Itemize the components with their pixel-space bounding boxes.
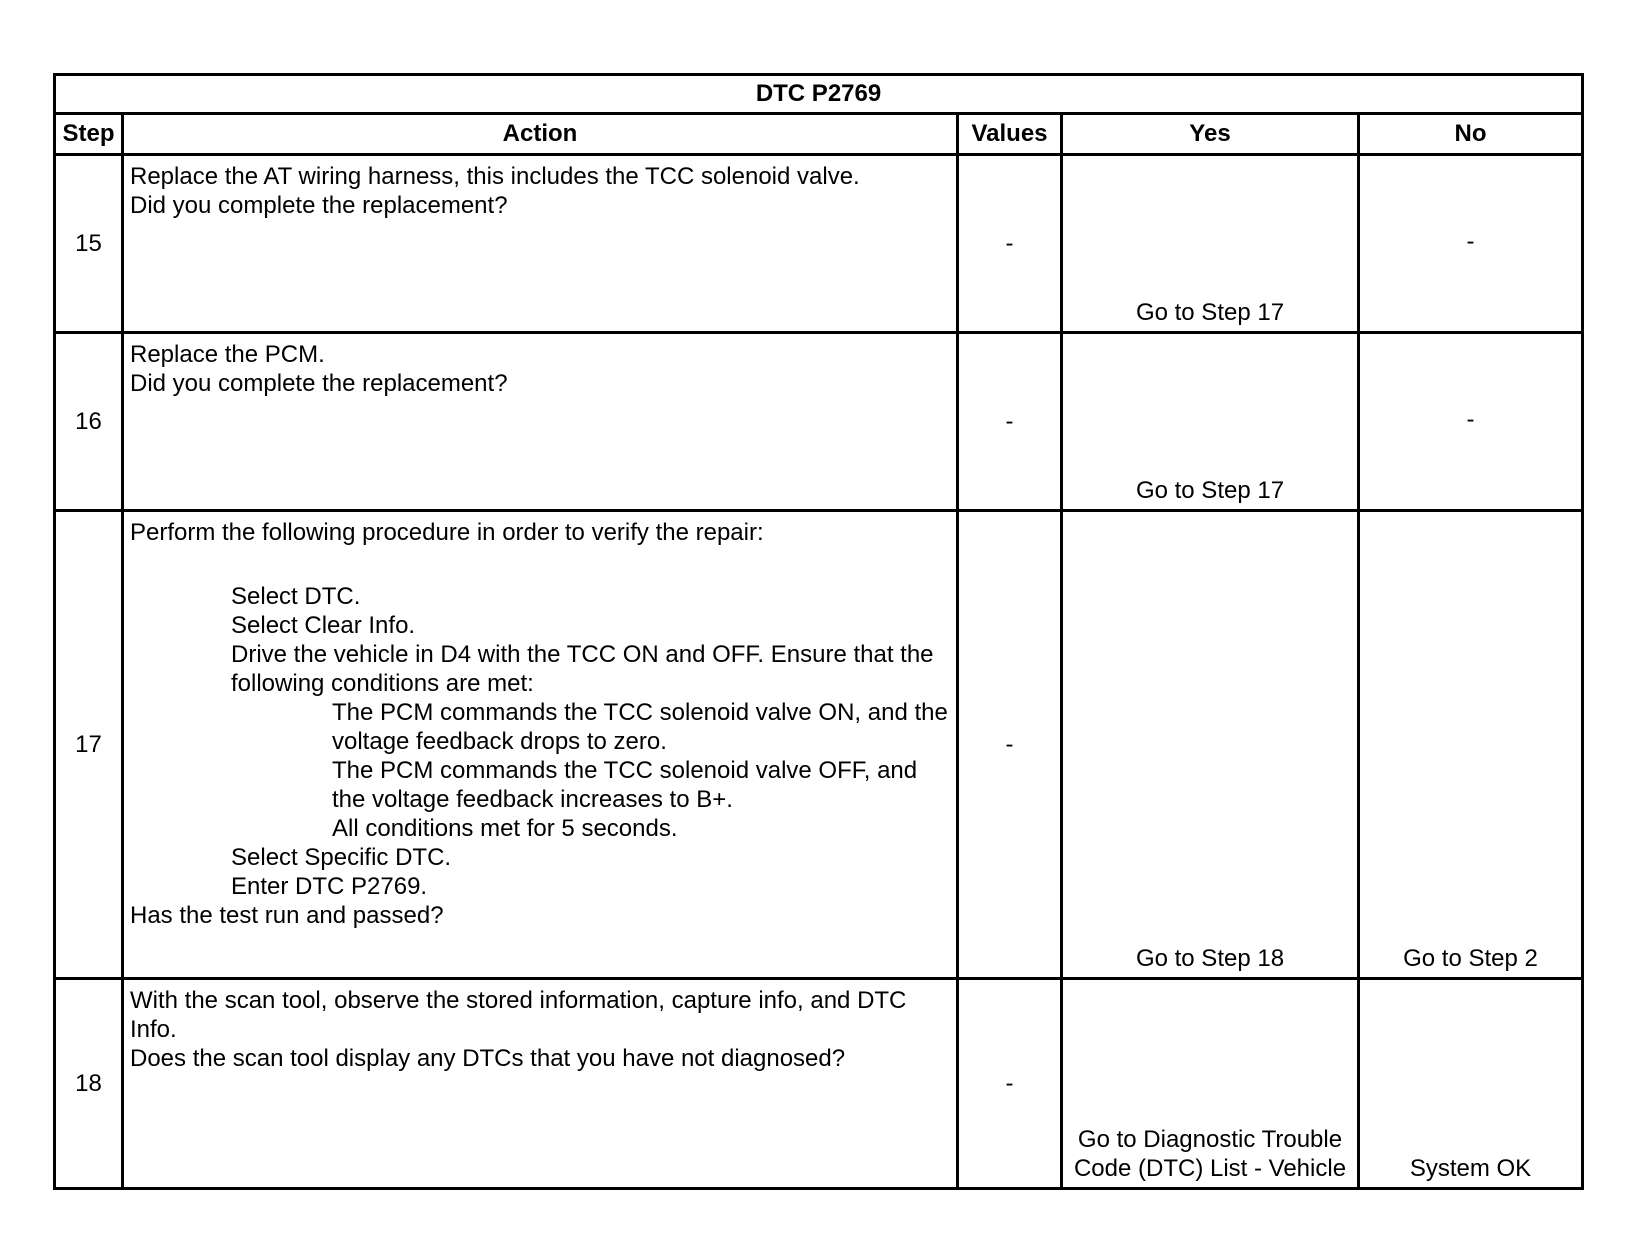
action-question: Has the test run and passed? xyxy=(130,902,444,929)
action-question: Did you complete the replacement? xyxy=(130,192,508,219)
action-intro: Perform the following procedure in order to verify the repair: xyxy=(130,519,764,546)
procedure-step: Select Specific DTC. xyxy=(231,844,452,871)
procedure-condition: All conditions met for 5 seconds. xyxy=(332,815,678,842)
action-intro: With the scan tool, observe the stored information, capture info, and DTC Info. xyxy=(130,987,907,1043)
action-intro: Replace the PCM. xyxy=(130,341,325,368)
yes-cell: Go to Step 17 xyxy=(1062,333,1359,511)
action-cell xyxy=(123,511,958,979)
table-row xyxy=(55,155,1583,333)
values-cell: - xyxy=(958,333,1062,511)
procedure-step: Select DTC. xyxy=(231,583,361,610)
yes-cell: Go to Diagnostic Trouble Code (DTC) List - Vehicle xyxy=(1062,979,1359,1189)
table-row xyxy=(55,511,1583,979)
header-row xyxy=(55,114,1583,155)
no-cell: Go to Step 2 xyxy=(1359,511,1583,979)
header-values: Values xyxy=(958,114,1062,155)
action-intro: Replace the AT wiring harness, this includes the TCC solenoid valve. xyxy=(130,163,860,190)
header-step: Step xyxy=(55,114,123,155)
header-action: Action xyxy=(123,114,958,155)
step-number: 15 xyxy=(55,155,123,333)
table-title: DTC P2769 xyxy=(55,75,1583,114)
table-row xyxy=(55,333,1583,511)
dtc-table xyxy=(53,73,1584,1190)
no-cell: - xyxy=(1359,155,1583,333)
action-body xyxy=(130,518,950,901)
table-row xyxy=(55,979,1583,1189)
procedure-step: Select Clear Info. xyxy=(231,612,416,639)
header-no: No xyxy=(1359,114,1583,155)
no-cell: - xyxy=(1359,333,1583,511)
procedure-step: Enter DTC P2769. xyxy=(231,873,428,900)
values-cell: - xyxy=(958,511,1062,979)
yes-cell: Go to Step 18 xyxy=(1062,511,1359,979)
action-question: Did you complete the replacement? xyxy=(130,370,508,397)
step-number: 18 xyxy=(55,979,123,1189)
no-cell: System OK xyxy=(1359,979,1583,1189)
values-cell: - xyxy=(958,155,1062,333)
title-row xyxy=(55,75,1583,114)
step-number: 17 xyxy=(55,511,123,979)
action-question: Does the scan tool display any DTCs that you have not diagnosed? xyxy=(130,1045,846,1072)
procedure-step: Drive the vehicle in D4 with the TCC ON and OFF. Ensure that the following conditions are met: xyxy=(231,641,934,697)
step-number: 16 xyxy=(55,333,123,511)
action-cell xyxy=(123,979,958,1189)
yes-cell: Go to Step 17 xyxy=(1062,155,1359,333)
procedure-condition: The PCM commands the TCC solenoid valve ON, and the voltage feedback drops to zero. xyxy=(332,699,948,755)
procedure-condition: The PCM commands the TCC solenoid valve OFF, and the voltage feedback increases to B+. xyxy=(332,757,918,813)
values-cell: - xyxy=(958,979,1062,1189)
action-cell xyxy=(123,155,958,333)
header-yes: Yes xyxy=(1062,114,1359,155)
action-cell xyxy=(123,333,958,511)
